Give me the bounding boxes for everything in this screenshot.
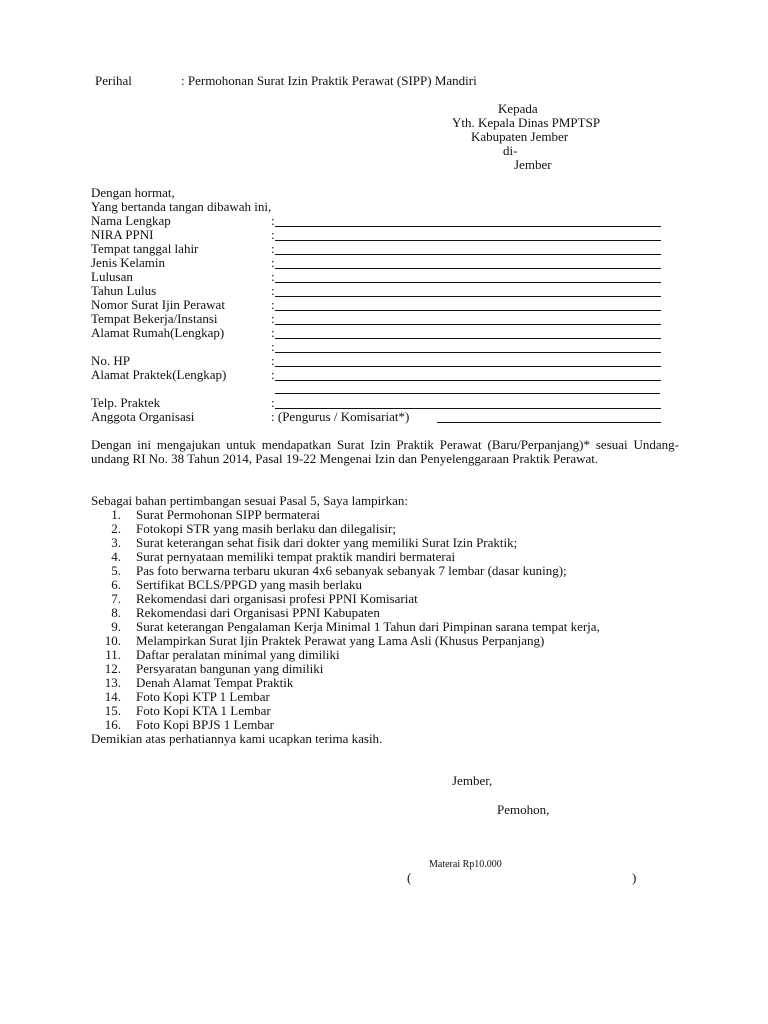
field-colon: :: [271, 241, 275, 256]
field-colon: :: [271, 269, 275, 284]
field-telp-praktek[interactable]: [91, 396, 661, 410]
field-alamat-praktek[interactable]: [91, 368, 661, 382]
field-tahun-lulus[interactable]: [91, 284, 661, 298]
field-lulusan[interactable]: [91, 270, 661, 284]
perihal-value: : Permohonan Surat Izin Praktik Perawat (SIPP) Mandiri: [181, 73, 477, 88]
field-label: Tahun Lulus: [91, 283, 157, 298]
field-label: Tempat tanggal lahir: [91, 241, 199, 256]
recipient-yth: Yth. Kepala Dinas PMPTSP: [452, 115, 601, 130]
field-alamat-praktek-line[interactable]: [275, 393, 660, 394]
field-colon: :: [271, 325, 275, 340]
field-tempat-tanggal-lahir[interactable]: [91, 242, 661, 256]
field-tempat-bekerja[interactable]: [91, 312, 661, 326]
field-colon: :: [271, 339, 275, 354]
field-line: [275, 338, 661, 339]
field-line: [275, 380, 661, 381]
field-label: No. HP: [91, 353, 131, 368]
field-nama-lengkap[interactable]: [91, 214, 661, 228]
field-label: NIRA PPNI: [91, 227, 154, 242]
request-paragraph: Dengan ini mengajukan untuk mendapatkan Surat Izin Praktik Perawat (Baru/Perpanjang)* sesuai Undang-undang RI No. 38 Tahun 2014, Pasal 19-22 Mengenai Izin dan Penyelenggaraan Praktik Perawat.: [91, 437, 679, 466]
field-label: Anggota Organisasi: [91, 409, 195, 424]
field-colon: :: [271, 367, 275, 382]
field-anggota-organisasi[interactable]: [91, 410, 661, 424]
field-line: [275, 240, 661, 241]
recipient-kota: Jember: [514, 157, 552, 172]
signature-role: Pemohon,: [497, 802, 550, 817]
materai-label: Materai Rp10.000: [429, 859, 502, 870]
field-line: [275, 296, 661, 297]
signature-place: Jember,: [452, 773, 493, 788]
field-label: Nomor Surat Ijin Perawat: [91, 297, 225, 312]
field-alamat-rumah-cont[interactable]: [91, 340, 661, 354]
field-label: Tempat Bekerja/Instansi: [91, 311, 218, 326]
field-jenis-kelamin[interactable]: [91, 256, 661, 270]
field-line: [275, 282, 661, 283]
field-line: [275, 268, 661, 269]
field-line: [275, 324, 661, 325]
field-label: Nama Lengkap: [91, 213, 171, 228]
field-line: [275, 226, 661, 227]
recipient-kepada: Kepada: [498, 101, 538, 116]
greeting: Dengan hormat,: [91, 185, 175, 200]
field-colon: :: [271, 227, 275, 242]
signature-close-paren: ): [632, 870, 637, 885]
field-colon: :: [271, 311, 275, 326]
field-colon: :: [271, 353, 275, 368]
field-colon: :: [271, 213, 275, 228]
attachments-intro: Sebagai bahan pertimbangan sesuai Pasal 5, Saya lampirkan:: [91, 493, 408, 508]
field-colon: :: [271, 395, 275, 410]
field-label: Lulusan: [91, 269, 133, 284]
closing: Demikian atas perhatiannya kami ucapkan terima kasih.: [91, 731, 383, 746]
field-line: [437, 422, 661, 423]
field-colon: :: [271, 283, 275, 298]
field-label: Telp. Praktek: [91, 395, 161, 410]
field-no-hp[interactable]: [91, 354, 661, 368]
field-label: Jenis Kelamin: [91, 255, 166, 270]
field-line: [275, 310, 661, 311]
field-colon: :: [271, 255, 275, 270]
field-line: [275, 366, 661, 367]
recipient-kabupaten: Kabupaten Jember: [471, 129, 569, 144]
field-label: Alamat Praktek(Lengkap): [91, 367, 227, 382]
field-line: [275, 254, 661, 255]
intro: Yang bertanda tangan dibawah ini,: [91, 199, 272, 214]
field-colon: :: [271, 297, 275, 312]
perihal-label: Perihal: [95, 73, 132, 88]
field-line: [275, 352, 661, 353]
field-nira-ppni[interactable]: [91, 228, 661, 242]
field-label: Alamat Rumah(Lengkap): [91, 325, 225, 340]
field-alamat-rumah[interactable]: [91, 326, 661, 340]
recipient-di: di-: [503, 143, 518, 158]
field-value: : (Pengurus / Komisariat*): [271, 409, 410, 424]
signature-open-paren: (: [407, 870, 412, 885]
field-nomor-surat-ijin[interactable]: [91, 298, 661, 312]
